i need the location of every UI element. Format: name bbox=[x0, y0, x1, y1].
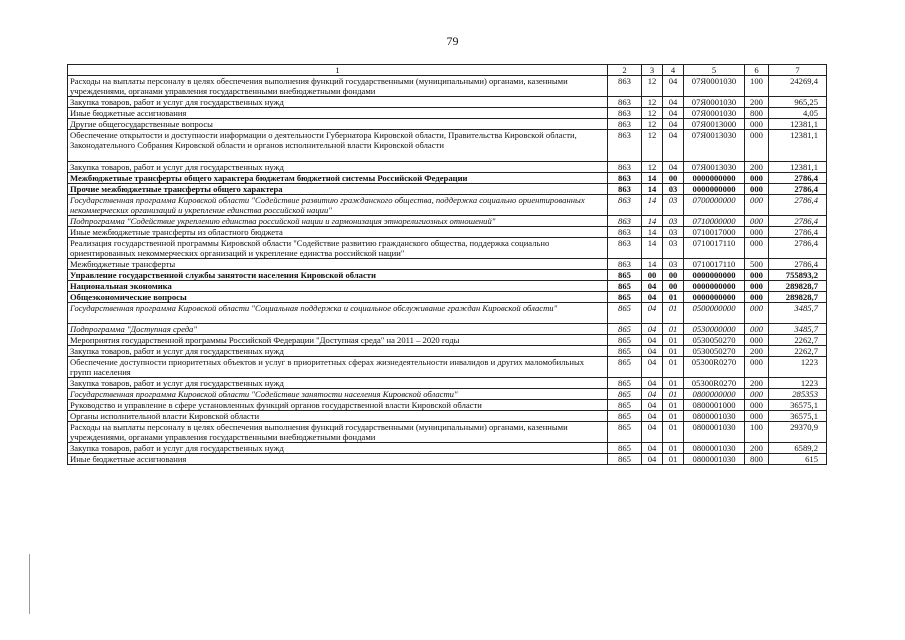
section-code-cell: 14 bbox=[642, 184, 663, 195]
amount-cell: 2786,4 bbox=[769, 259, 827, 270]
amount-cell: 2262,7 bbox=[769, 335, 827, 346]
table-row bbox=[68, 443, 827, 454]
table-row bbox=[68, 76, 827, 97]
ministry-code-cell: 865 bbox=[608, 443, 642, 454]
table-row bbox=[68, 108, 827, 119]
target-article-cell: 0530050270 bbox=[684, 346, 745, 357]
item-name-cell: Обеспечение открытости и доступности информации о деятельности Губернатора Кировской области, Правительства Кировской области, Законодательного Собрания Кировской области и органов исполнительной власти Кировской области bbox=[68, 130, 608, 162]
item-name-cell: Иные бюджетные ассигнования bbox=[68, 108, 608, 119]
amount-cell: 2786,4 bbox=[769, 173, 827, 184]
amount-cell: 285353 bbox=[769, 389, 827, 400]
budget-table bbox=[67, 64, 827, 465]
item-name-cell: Органы исполнительной власти Кировской области bbox=[68, 411, 608, 422]
item-name-cell: Управление государственной службы занятости населения Кировской области bbox=[68, 270, 608, 281]
item-name-cell: Реализация государственной программы Кировской области "Содействие развитию гражданского общества, поддержка социально ориентированных некоммерческих организаций и укрепление единства российской нации" bbox=[68, 238, 608, 259]
target-article-cell: 0800001030 bbox=[684, 422, 745, 443]
table-row bbox=[68, 324, 827, 335]
ministry-code-cell: 865 bbox=[608, 357, 642, 378]
expense-kind-cell: 000 bbox=[745, 357, 769, 378]
table-row bbox=[68, 357, 827, 378]
item-name-cell: Иные бюджетные ассигнования bbox=[68, 454, 608, 465]
ministry-code-cell: 863 bbox=[608, 130, 642, 162]
table-row bbox=[68, 281, 827, 292]
item-name-cell: Государственная программа Кировской области "Содействие развитию гражданского общества, поддержка социально ориентированных некоммерческих организаций и укрепление единства российской нации" bbox=[68, 195, 608, 216]
amount-cell: 289828,7 bbox=[769, 292, 827, 303]
section-code-cell: 14 bbox=[642, 195, 663, 216]
section-code-cell: 12 bbox=[642, 130, 663, 162]
ministry-code-cell: 865 bbox=[608, 303, 642, 324]
subsection-code-cell: 00 bbox=[663, 173, 684, 184]
section-code-cell: 04 bbox=[642, 324, 663, 335]
expense-kind-cell: 000 bbox=[745, 130, 769, 162]
subsection-code-cell: 03 bbox=[663, 227, 684, 238]
expense-kind-cell: 000 bbox=[745, 411, 769, 422]
section-code-cell: 04 bbox=[642, 303, 663, 324]
subsection-code-cell: 01 bbox=[663, 454, 684, 465]
item-name-cell: Закупка товаров, работ и услуг для государственных нужд bbox=[68, 346, 608, 357]
ministry-code-cell: 863 bbox=[608, 119, 642, 130]
table-row bbox=[68, 216, 827, 227]
section-code-cell: 14 bbox=[642, 216, 663, 227]
header-cell: 6 bbox=[745, 65, 769, 76]
target-article-cell: 0800001000 bbox=[684, 400, 745, 411]
amount-cell: 4,05 bbox=[769, 108, 827, 119]
target-article-cell: 0000000000 bbox=[684, 184, 745, 195]
table-row bbox=[68, 173, 827, 184]
amount-cell: 3485,7 bbox=[769, 303, 827, 324]
amount-cell: 36575,1 bbox=[769, 411, 827, 422]
expense-kind-cell: 500 bbox=[745, 259, 769, 270]
expense-kind-cell: 800 bbox=[745, 454, 769, 465]
subsection-code-cell: 01 bbox=[663, 422, 684, 443]
table-row bbox=[68, 346, 827, 357]
amount-cell: 6589,2 bbox=[769, 443, 827, 454]
section-code-cell: 04 bbox=[642, 389, 663, 400]
section-code-cell: 12 bbox=[642, 97, 663, 108]
target-article-cell: 07Я0001030 bbox=[684, 97, 745, 108]
ministry-code-cell: 865 bbox=[608, 324, 642, 335]
target-article-cell: 07Я0001030 bbox=[684, 76, 745, 97]
subsection-code-cell: 01 bbox=[663, 389, 684, 400]
item-name-cell: Национальная экономика bbox=[68, 281, 608, 292]
table-row bbox=[68, 454, 827, 465]
section-code-cell: 04 bbox=[642, 378, 663, 389]
amount-cell: 12381,1 bbox=[769, 130, 827, 162]
ministry-code-cell: 863 bbox=[608, 227, 642, 238]
target-article-cell: 05300R0270 bbox=[684, 357, 745, 378]
table-row bbox=[68, 411, 827, 422]
item-name-cell: Расходы на выплаты персоналу в целях обеспечения выполнения функций государственными (муниципальными) органами, казенными учреждениями, органами управления государственными внебюджетными фондами bbox=[68, 422, 608, 443]
amount-cell: 12381,1 bbox=[769, 162, 827, 173]
amount-cell: 965,25 bbox=[769, 97, 827, 108]
section-code-cell: 12 bbox=[642, 108, 663, 119]
expense-kind-cell: 000 bbox=[745, 270, 769, 281]
ministry-code-cell: 863 bbox=[608, 173, 642, 184]
ministry-code-cell: 863 bbox=[608, 195, 642, 216]
amount-cell: 289828,7 bbox=[769, 281, 827, 292]
table-row bbox=[68, 378, 827, 389]
expense-kind-cell: 200 bbox=[745, 162, 769, 173]
amount-cell: 1223 bbox=[769, 378, 827, 389]
subsection-code-cell: 03 bbox=[663, 259, 684, 270]
expense-kind-cell: 000 bbox=[745, 227, 769, 238]
target-article-cell: 0000000000 bbox=[684, 173, 745, 184]
subsection-code-cell: 03 bbox=[663, 195, 684, 216]
table-row bbox=[68, 389, 827, 400]
subsection-code-cell: 03 bbox=[663, 216, 684, 227]
expense-kind-cell: 000 bbox=[745, 292, 769, 303]
target-article-cell: 05300R0270 bbox=[684, 378, 745, 389]
table-row bbox=[68, 292, 827, 303]
subsection-code-cell: 04 bbox=[663, 162, 684, 173]
expense-kind-cell: 100 bbox=[745, 76, 769, 97]
ministry-code-cell: 865 bbox=[608, 454, 642, 465]
section-code-cell: 04 bbox=[642, 411, 663, 422]
subsection-code-cell: 04 bbox=[663, 130, 684, 162]
item-name-cell: Закупка товаров, работ и услуг для государственных нужд bbox=[68, 443, 608, 454]
table-row bbox=[68, 422, 827, 443]
section-code-cell: 12 bbox=[642, 162, 663, 173]
target-article-cell: 0000000000 bbox=[684, 270, 745, 281]
table-row bbox=[68, 184, 827, 195]
section-code-cell: 04 bbox=[642, 292, 663, 303]
table-row bbox=[68, 162, 827, 173]
header-cell: 7 bbox=[769, 65, 827, 76]
expense-kind-cell: 200 bbox=[745, 378, 769, 389]
header-cell: 2 bbox=[608, 65, 642, 76]
target-article-cell: 0530000000 bbox=[684, 324, 745, 335]
target-article-cell: 0700000000 bbox=[684, 195, 745, 216]
expense-kind-cell: 000 bbox=[745, 303, 769, 324]
subsection-code-cell: 01 bbox=[663, 324, 684, 335]
amount-cell: 1223 bbox=[769, 357, 827, 378]
expense-kind-cell: 000 bbox=[745, 195, 769, 216]
subsection-code-cell: 01 bbox=[663, 335, 684, 346]
expense-kind-cell: 000 bbox=[745, 184, 769, 195]
subsection-code-cell: 03 bbox=[663, 238, 684, 259]
section-code-cell: 12 bbox=[642, 119, 663, 130]
table-row bbox=[68, 400, 827, 411]
ministry-code-cell: 863 bbox=[608, 216, 642, 227]
ministry-code-cell: 865 bbox=[608, 335, 642, 346]
item-name-cell: Закупка товаров, работ и услуг для государственных нужд bbox=[68, 97, 608, 108]
ministry-code-cell: 863 bbox=[608, 97, 642, 108]
header-cell: 3 bbox=[642, 65, 663, 76]
item-name-cell: Обеспечение доступности приоритетных объектов и услуг в приоритетных сферах жизнедеятельности инвалидов и других маломобильных групп населения bbox=[68, 357, 608, 378]
ministry-code-cell: 865 bbox=[608, 422, 642, 443]
table-row bbox=[68, 227, 827, 238]
ministry-code-cell: 865 bbox=[608, 389, 642, 400]
subsection-code-cell: 01 bbox=[663, 378, 684, 389]
amount-cell: 24269,4 bbox=[769, 76, 827, 97]
page-number: 79 bbox=[446, 34, 459, 48]
section-code-cell: 04 bbox=[642, 422, 663, 443]
target-article-cell: 0710017110 bbox=[684, 238, 745, 259]
subsection-code-cell: 00 bbox=[663, 281, 684, 292]
table-row bbox=[68, 119, 827, 130]
target-article-cell: 07Я0013000 bbox=[684, 119, 745, 130]
expense-kind-cell: 200 bbox=[745, 97, 769, 108]
ministry-code-cell: 863 bbox=[608, 76, 642, 97]
amount-cell: 12381,1 bbox=[769, 119, 827, 130]
target-article-cell: 0800000000 bbox=[684, 389, 745, 400]
section-code-cell: 04 bbox=[642, 346, 663, 357]
item-name-cell: Прочие межбюджетные трансферты общего характера bbox=[68, 184, 608, 195]
amount-cell: 29370,9 bbox=[769, 422, 827, 443]
table-row bbox=[68, 130, 827, 162]
expense-kind-cell: 000 bbox=[745, 173, 769, 184]
subsection-code-cell: 01 bbox=[663, 400, 684, 411]
table-row bbox=[68, 303, 827, 324]
ministry-code-cell: 865 bbox=[608, 378, 642, 389]
table-body bbox=[68, 76, 827, 465]
item-name-cell: Закупка товаров, работ и услуг для государственных нужд bbox=[68, 162, 608, 173]
ministry-code-cell: 865 bbox=[608, 281, 642, 292]
section-code-cell: 14 bbox=[642, 238, 663, 259]
header-cell: 1 bbox=[68, 65, 608, 76]
amount-cell: 2786,4 bbox=[769, 195, 827, 216]
item-name-cell: Другие общегосударственные вопросы bbox=[68, 119, 608, 130]
item-name-cell: Руководство и управление в сфере установленных функций органов государственной власти Кировской области bbox=[68, 400, 608, 411]
section-code-cell: 04 bbox=[642, 443, 663, 454]
table-row bbox=[68, 270, 827, 281]
subsection-code-cell: 01 bbox=[663, 411, 684, 422]
subsection-code-cell: 04 bbox=[663, 76, 684, 97]
section-code-cell: 04 bbox=[642, 454, 663, 465]
ministry-code-cell: 865 bbox=[608, 346, 642, 357]
target-article-cell: 0710017000 bbox=[684, 227, 745, 238]
subsection-code-cell: 01 bbox=[663, 357, 684, 378]
expense-kind-cell: 000 bbox=[745, 335, 769, 346]
section-code-cell: 14 bbox=[642, 173, 663, 184]
item-name-cell: Подпрограмма "Доступная среда" bbox=[68, 324, 608, 335]
table-row bbox=[68, 195, 827, 216]
target-article-cell: 0000000000 bbox=[684, 281, 745, 292]
table-row bbox=[68, 335, 827, 346]
section-code-cell: 14 bbox=[642, 259, 663, 270]
target-article-cell: 0530050270 bbox=[684, 335, 745, 346]
section-code-cell: 04 bbox=[642, 281, 663, 292]
ministry-code-cell: 865 bbox=[608, 400, 642, 411]
item-name-cell: Межбюджетные трансферты bbox=[68, 259, 608, 270]
expense-kind-cell: 800 bbox=[745, 108, 769, 119]
expense-kind-cell: 000 bbox=[745, 400, 769, 411]
item-name-cell: Общеэкономические вопросы bbox=[68, 292, 608, 303]
target-article-cell: 07Я0013030 bbox=[684, 130, 745, 162]
expense-kind-cell: 000 bbox=[745, 216, 769, 227]
ministry-code-cell: 865 bbox=[608, 292, 642, 303]
header-cell: 4 bbox=[663, 65, 684, 76]
item-name-cell: Государственная программа Кировской области "Содействие занятости населения Кировской области" bbox=[68, 389, 608, 400]
item-name-cell: Закупка товаров, работ и услуг для государственных нужд bbox=[68, 378, 608, 389]
target-article-cell: 0800001030 bbox=[684, 443, 745, 454]
ministry-code-cell: 863 bbox=[608, 259, 642, 270]
expense-kind-cell: 000 bbox=[745, 389, 769, 400]
subsection-code-cell: 01 bbox=[663, 443, 684, 454]
expense-kind-cell: 000 bbox=[745, 238, 769, 259]
amount-cell: 755893,2 bbox=[769, 270, 827, 281]
expense-kind-cell: 000 bbox=[745, 324, 769, 335]
section-code-cell: 12 bbox=[642, 76, 663, 97]
table-row bbox=[68, 259, 827, 270]
item-name-cell: Государственная программа Кировской области "Социальная поддержка и социальное обслуживание граждан Кировской области" bbox=[68, 303, 608, 324]
target-article-cell: 0800001030 bbox=[684, 454, 745, 465]
ministry-code-cell: 865 bbox=[608, 270, 642, 281]
target-article-cell: 0500000000 bbox=[684, 303, 745, 324]
table-header-row bbox=[68, 65, 827, 76]
ministry-code-cell: 863 bbox=[608, 108, 642, 119]
item-name-cell: Подпрограмма "Содействие укреплению единства российской нации и гармонизация этнорелигиозных отношений" bbox=[68, 216, 608, 227]
amount-cell: 36575,1 bbox=[769, 400, 827, 411]
item-name-cell: Мероприятия государственной программы Российской Федерации "Доступная среда" на 2011 – 2020 годы bbox=[68, 335, 608, 346]
item-name-cell: Межбюджетные трансферты общего характера бюджетам бюджетной системы Российской Федерации bbox=[68, 173, 608, 184]
amount-cell: 2786,4 bbox=[769, 238, 827, 259]
expense-kind-cell: 000 bbox=[745, 281, 769, 292]
amount-cell: 2786,4 bbox=[769, 216, 827, 227]
ministry-code-cell: 865 bbox=[608, 411, 642, 422]
ministry-code-cell: 863 bbox=[608, 238, 642, 259]
expense-kind-cell: 100 bbox=[745, 422, 769, 443]
ministry-code-cell: 863 bbox=[608, 184, 642, 195]
ministry-code-cell: 863 bbox=[608, 162, 642, 173]
section-code-cell: 00 bbox=[642, 270, 663, 281]
target-article-cell: 07Я0013030 bbox=[684, 162, 745, 173]
target-article-cell: 0800001030 bbox=[684, 411, 745, 422]
header-cell: 5 bbox=[684, 65, 745, 76]
target-article-cell: 0000000000 bbox=[684, 292, 745, 303]
item-name-cell: Расходы на выплаты персоналу в целях обеспечения выполнения функций государственными (муниципальными) органами, казенными учреждениями, органами управления государственными внебюджетными фондами bbox=[68, 76, 608, 97]
table-row bbox=[68, 97, 827, 108]
target-article-cell: 0710000000 bbox=[684, 216, 745, 227]
amount-cell: 2786,4 bbox=[769, 184, 827, 195]
subsection-code-cell: 04 bbox=[663, 108, 684, 119]
subsection-code-cell: 00 bbox=[663, 270, 684, 281]
target-article-cell: 07Я0001030 bbox=[684, 108, 745, 119]
expense-kind-cell: 000 bbox=[745, 119, 769, 130]
amount-cell: 615 bbox=[769, 454, 827, 465]
section-code-cell: 04 bbox=[642, 400, 663, 411]
item-name-cell: Иные межбюджетные трансферты из областного бюджета bbox=[68, 227, 608, 238]
scan-artifact-line bbox=[29, 554, 30, 614]
amount-cell: 2262,7 bbox=[769, 346, 827, 357]
subsection-code-cell: 01 bbox=[663, 292, 684, 303]
section-code-cell: 04 bbox=[642, 357, 663, 378]
subsection-code-cell: 04 bbox=[663, 97, 684, 108]
table-row bbox=[68, 238, 827, 259]
section-code-cell: 14 bbox=[642, 227, 663, 238]
subsection-code-cell: 01 bbox=[663, 346, 684, 357]
subsection-code-cell: 03 bbox=[663, 184, 684, 195]
expense-kind-cell: 200 bbox=[745, 346, 769, 357]
amount-cell: 2786,4 bbox=[769, 227, 827, 238]
subsection-code-cell: 04 bbox=[663, 119, 684, 130]
target-article-cell: 0710017110 bbox=[684, 259, 745, 270]
subsection-code-cell: 01 bbox=[663, 303, 684, 324]
expense-kind-cell: 200 bbox=[745, 443, 769, 454]
section-code-cell: 04 bbox=[642, 335, 663, 346]
amount-cell: 3485,7 bbox=[769, 324, 827, 335]
